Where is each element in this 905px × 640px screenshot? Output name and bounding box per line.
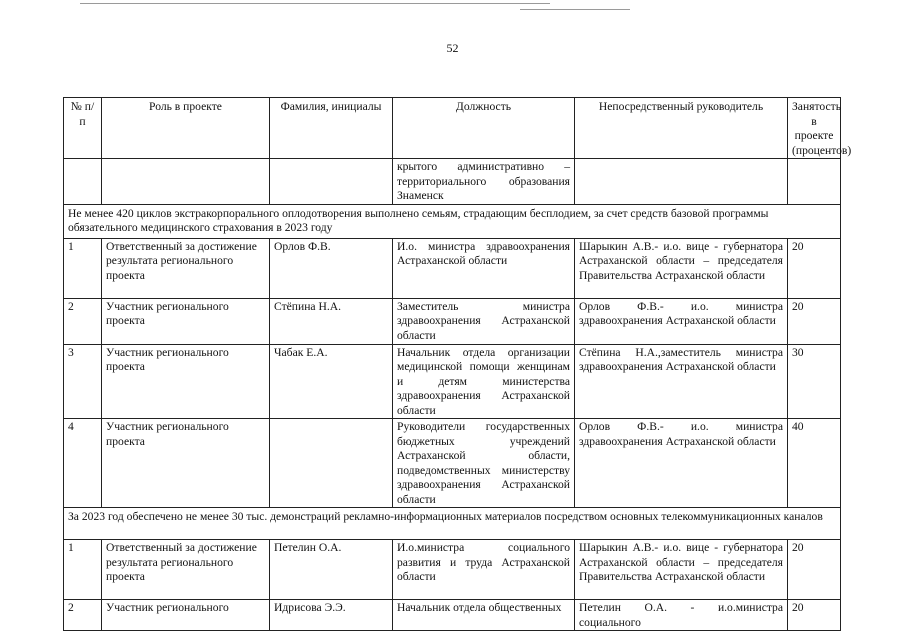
table-cell-manager: Шарыкин А.В.- и.о. вице - губернатора Астраханской области – председателя Правительства Астраханской области	[575, 540, 788, 600]
table-cell-position: Руководители государственных бюджетных учреждений Астраханской области, подведомственных министерству здравоохранения Астраханской области	[393, 419, 575, 508]
table-cell-role: Ответственный за достижение результата регионального проекта	[102, 238, 270, 298]
table-cell-load: 20	[788, 540, 841, 600]
column-header-load: Занятость в проекте (процентов)	[788, 98, 841, 159]
scan-edge-line	[520, 9, 630, 10]
table-cell-name: Петелин О.А.	[270, 540, 393, 600]
table-cell-position: Начальник отдела общественных	[393, 600, 575, 631]
table-cell-role: Участник регионального	[102, 600, 270, 631]
table-row	[64, 238, 841, 298]
table-cell	[788, 159, 841, 205]
table-cell	[575, 159, 788, 205]
table-cell	[64, 159, 102, 205]
table-cell-position: Заместитель министра здравоохранения Астраханской области	[393, 298, 575, 344]
page-number: 52	[446, 41, 459, 55]
table-cell-manager: Петелин О.А. - и.о.министра социального	[575, 600, 788, 631]
section-title: Не менее 420 циклов экстракорпорального оплодотворения выполнено семьям, страдающим бесплодием, за счет средств базовой программы обязательного медицинского страхования в 2023 году	[64, 204, 841, 238]
table-cell-manager: Орлов Ф.В.- и.о. министра здравоохранения Астраханской области	[575, 419, 788, 508]
project-team-table	[63, 97, 852, 631]
column-header-manager: Непосредственный руководитель	[575, 98, 788, 159]
section-title-row	[64, 204, 841, 238]
table-row	[64, 419, 841, 508]
column-header-name: Фамилия, инициалы	[270, 98, 393, 159]
table-cell	[270, 159, 393, 205]
table-cell-load: 40	[788, 419, 841, 508]
table-row	[64, 298, 841, 344]
table-cell-number: 1	[64, 238, 102, 298]
table-cell-load: 20	[788, 298, 841, 344]
table-cell-name: Орлов Ф.В.	[270, 238, 393, 298]
table-row	[64, 344, 841, 419]
table-cell-number: 2	[64, 600, 102, 631]
table-cell-role: Участник регионального проекта	[102, 344, 270, 419]
column-header-role: Роль в проекте	[102, 98, 270, 159]
table-row-continuation	[64, 159, 841, 205]
table-cell-load: 20	[788, 238, 841, 298]
table-cell-load: 30	[788, 344, 841, 419]
table-cell-role: Ответственный за достижение результата регионального проекта	[102, 540, 270, 600]
table-row	[64, 540, 841, 600]
section-title: За 2023 год обеспечено не менее 30 тыс. демонстраций рекламно-информационных материалов посредством основных телекоммуникационных каналов	[64, 508, 841, 540]
table-cell-position: крытого административно – территориального образования Знаменск	[393, 159, 575, 205]
section-title-row	[64, 508, 841, 540]
table-cell-name: Стёпина Н.А.	[270, 298, 393, 344]
table-cell-number: 2	[64, 298, 102, 344]
table-cell-name: Идрисова Э.Э.	[270, 600, 393, 631]
table-cell-manager: Орлов Ф.В.- и.о. министра здравоохранения Астраханской области	[575, 298, 788, 344]
table-cell-position: И.о.министра социального развития и труда Астраханской области	[393, 540, 575, 600]
table-cell-number: 4	[64, 419, 102, 508]
table-cell-position: Начальник отдела организации медицинской помощи женщинам и детям министерства здравоохранения Астраханской области	[393, 344, 575, 419]
table-cell-number: 3	[64, 344, 102, 419]
table-cell-position: И.о. министра здравоохранения Астраханской области	[393, 238, 575, 298]
scan-edge-line	[80, 3, 550, 4]
table-cell-role: Участник регионального проекта	[102, 298, 270, 344]
table-cell-number: 1	[64, 540, 102, 600]
table-header-row	[64, 98, 841, 159]
table-cell-name: Чабак Е.А.	[270, 344, 393, 419]
table-cell-name	[270, 419, 393, 508]
table-row	[64, 600, 841, 631]
column-header-number: № п/п	[64, 98, 102, 159]
table-cell-load: 20	[788, 600, 841, 631]
column-header-position: Должность	[393, 98, 575, 159]
table-cell-role: Участник регионального проекта	[102, 419, 270, 508]
table-cell-manager: Шарыкин А.В.- и.о. вице - губернатора Астраханской области – председателя Правительства Астраханской области	[575, 238, 788, 298]
table-cell-manager: Стёпина Н.А.,заместитель министра здравоохранения Астраханской области	[575, 344, 788, 419]
table-cell	[102, 159, 270, 205]
